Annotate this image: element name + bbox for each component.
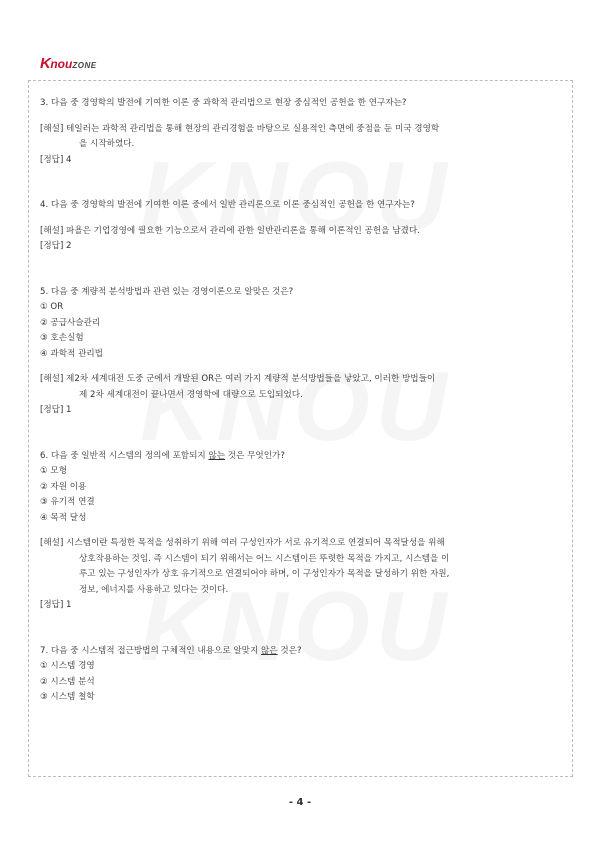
q6-explanation-line3: 루고 있는 구성인자가 상호 유기적으로 연결되어야 하며, 이 구성인자가 목적을 달성하기 위한 자원, bbox=[79, 569, 450, 579]
question-5: 5. 다음 중 계량적 분석방법과 관련 있는 경영이론으로 알맞은 것은? bbox=[40, 286, 294, 297]
q6-text-pre: 6. 다음 중 일반적 시스템의 정의에 포함되지 bbox=[40, 450, 209, 461]
q3-answer: [정답] 4 bbox=[40, 154, 72, 165]
q7-underlined-word: 않은 bbox=[261, 645, 278, 656]
q7-text-post: 것은? bbox=[277, 645, 302, 656]
knouzone-logo bbox=[40, 55, 97, 73]
page-number: - 4 - bbox=[288, 797, 312, 808]
q6-answer: [정답] 1 bbox=[40, 600, 72, 610]
q6-option-2: ② 자원 이용 bbox=[40, 481, 87, 492]
q7-text-pre: 7. 다음 중 시스템적 접근방법의 구체적인 내용으로 알맞지 bbox=[40, 645, 261, 656]
q3-explanation-line1: [해설] 테일러는 과학적 관리법을 통해 현장의 관리경험을 바탕으로 실용적인 측면에 중점을 둔 미국 경영학 bbox=[40, 123, 440, 134]
q6-option-3: ③ 유기적 연결 bbox=[40, 497, 95, 507]
document-body bbox=[40, 96, 560, 706]
q6-explanation-line1: [해설] 시스템이란 특정한 목적을 성취하기 위해 여러 구성인자가 서로 유기적으로 연결되어 목적달성을 위해 bbox=[40, 538, 445, 548]
logo-zone: ZONE bbox=[72, 61, 97, 70]
q5-option-4: ④ 과학적 관리법 bbox=[40, 348, 103, 359]
q7-option-2: ② 시스템 분석 bbox=[40, 676, 95, 687]
q7-option-1: ① 시스템 경영 bbox=[40, 661, 95, 671]
q6-explanation-line4: 정보, 에너지를 사용하고 있다는 것이다. bbox=[79, 584, 229, 595]
question-7 bbox=[40, 644, 560, 660]
q6-option-4: ④ 목적 달성 bbox=[40, 512, 87, 523]
q5-option-1: ① OR bbox=[40, 302, 64, 312]
question-4: 4. 다음 중 경영학의 발전에 기여한 이론 중에서 일반 관리론으로 이론 중심적인 공헌을 한 연구자는? bbox=[40, 200, 415, 210]
q7-option-3: ③ 시스템 철학 bbox=[40, 692, 95, 702]
logo-k: K bbox=[40, 55, 51, 72]
question-6 bbox=[40, 449, 560, 465]
q6-option-1: ① 모형 bbox=[40, 466, 68, 476]
question-3: 3. 다음 중 경영학의 발전에 기여한 이론 중 과학적 관리법으로 현장 중심적인 공헌을 한 연구자는? bbox=[40, 98, 407, 108]
q5-option-3: ③ 호손실험 bbox=[40, 333, 84, 343]
q6-text-post: 것은 무엇인가? bbox=[225, 450, 285, 461]
logo-nou: nou bbox=[50, 57, 73, 71]
q5-option-2: ② 공급사슬관리 bbox=[40, 317, 101, 328]
q5-explanation-line2: 제 2차 세계대전이 끝나면서 경영학에 대량으로 도입되었다. bbox=[79, 389, 303, 400]
q6-explanation-line2: 상호작용하는 것임. 즉 시스템이 되기 위해서는 어느 시스템이든 뚜렷한 목적을 가지고, 시스템을 이 bbox=[79, 553, 450, 564]
q5-explanation-line1: [해설] 제2차 세계대전 도중 군에서 개발된 OR은 여러 가지 계량적 분석방법들을 낳았고, 이러한 방법들이 bbox=[40, 374, 436, 384]
q3-explanation-line2: 을 시작하였다. bbox=[79, 139, 135, 149]
q5-answer: [정답] 1 bbox=[40, 405, 72, 415]
q4-explanation-line1: [해설] 파욜은 기업경영에 필요한 기능으로서 관리에 관한 일반관리론을 통해 이론적인 공헌을 남겼다. bbox=[40, 225, 420, 236]
q4-answer: [정답] 2 bbox=[40, 241, 72, 251]
q6-underlined-word: 않는 bbox=[208, 450, 226, 461]
